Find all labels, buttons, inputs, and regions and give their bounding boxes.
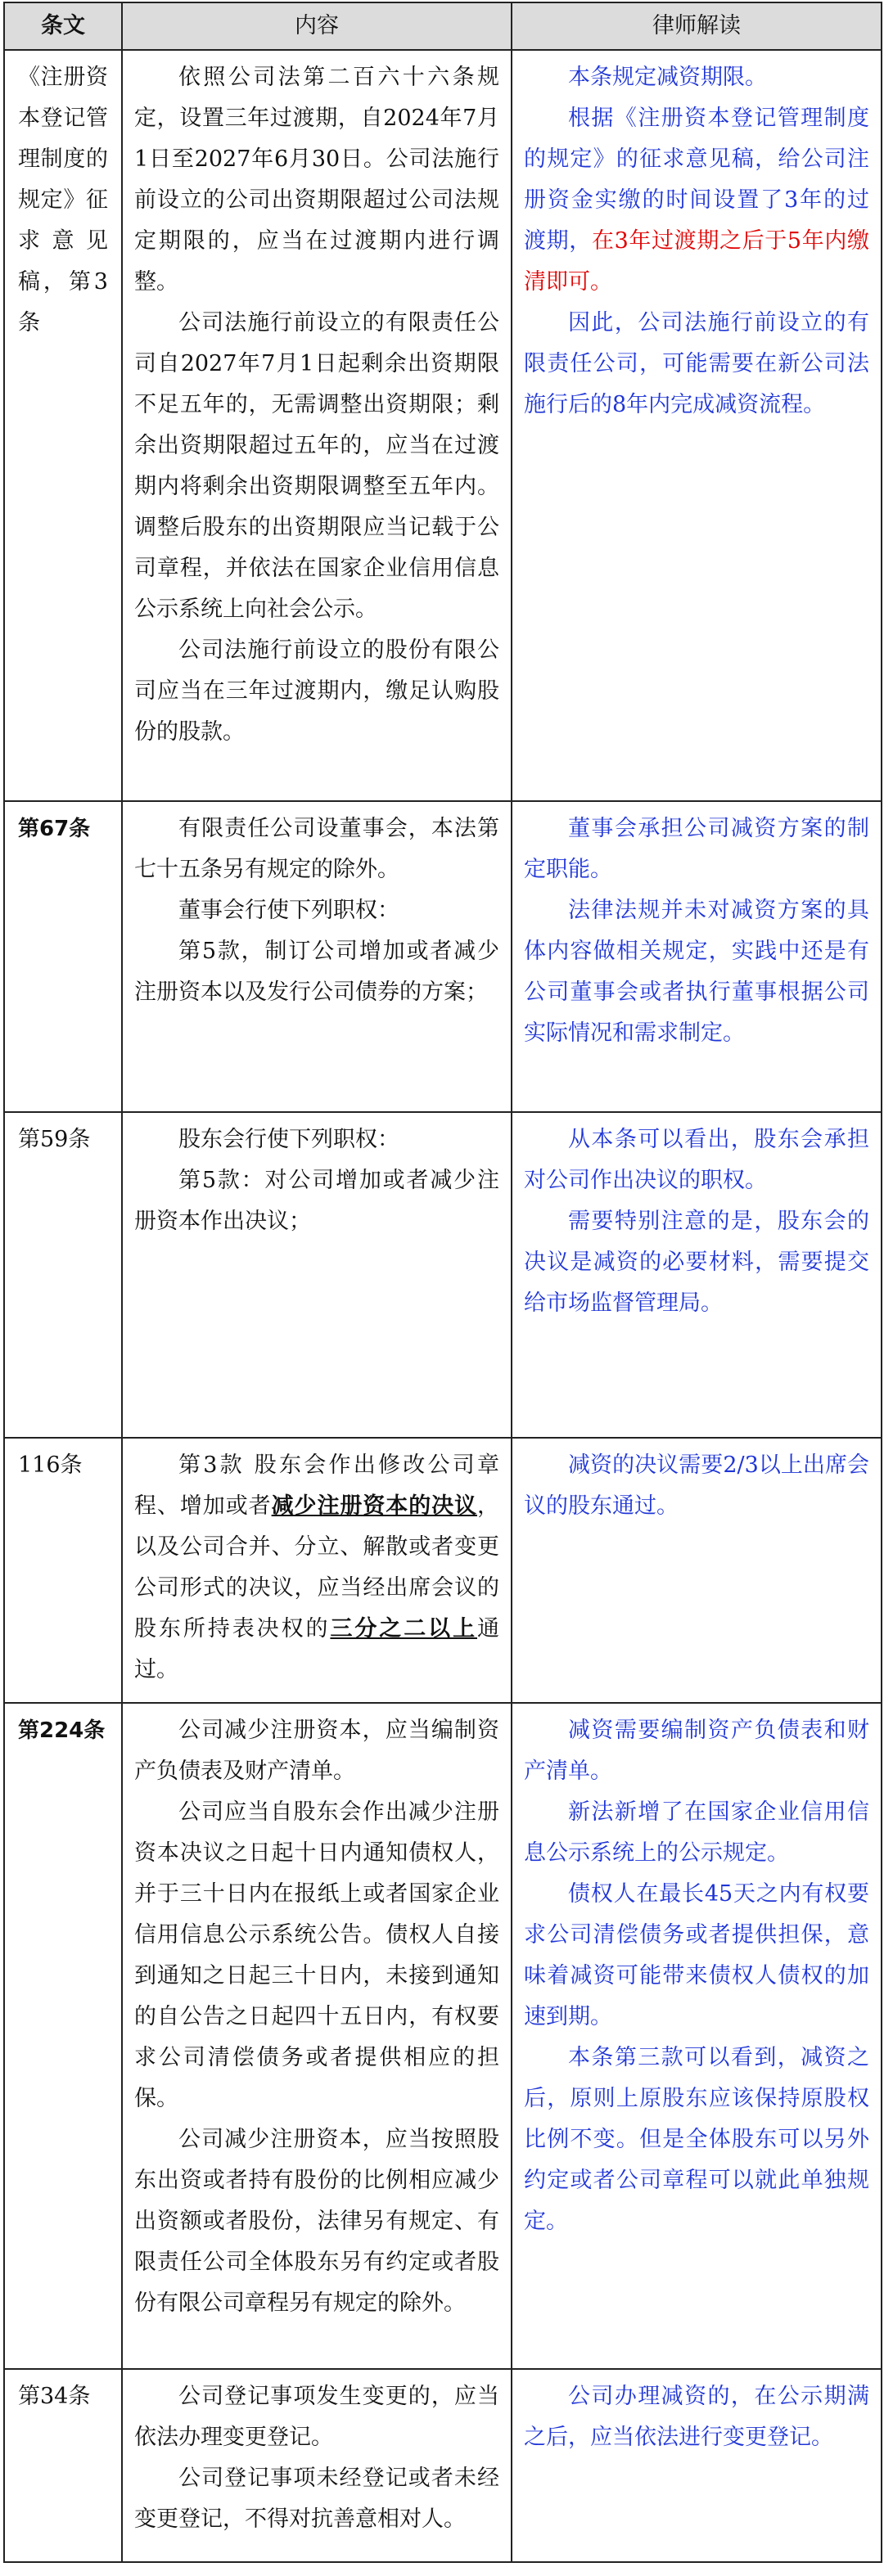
interpretation-cell	[512, 50, 882, 801]
article-cell: 第67条	[4, 801, 122, 1112]
content-paragraph	[134, 1445, 499, 1691]
interpretation-paragraph: 减资的决议需要2/3以上出席会议的股东通过。	[524, 1452, 869, 1519]
interpretation-text: 根据《注册资本登记管理制度的规定》的征求意见稿，给公司注册资金实缴的时间设置了3年的过渡期，	[524, 106, 869, 254]
article-cell: 第34条	[4, 2369, 122, 2562]
content-paragraph: 董事会行使下列职权：	[178, 898, 399, 923]
table-row	[4, 2369, 882, 2562]
header-interpretation: 律师解读	[512, 2, 882, 50]
content-paragraph: 公司减少注册资本，应当编制资产负债表及财产清单。	[134, 1718, 499, 1784]
content-paragraph: 公司法施行前设立的股份有限公司应当在三年过渡期内，缴足认购股份的股款。	[134, 637, 499, 745]
interpretation-paragraph: 新法新增了在国家企业信用信息公示系统上的公示规定。	[524, 1799, 869, 1866]
content-paragraph: 公司法施行前设立的有限责任公司自2027年7月1日起剩余出资期限不足五年的，无需调整出资期限；剩余出资期限超过五年的，应当在过渡期内将剩余出资期限调整至五年内。调整后股东的出资期限应当记载于公司章程，并依法在国家企业信用信息公示系统上向社会公示。	[134, 310, 499, 622]
content-cell	[122, 2369, 512, 2562]
content-cell	[122, 50, 512, 801]
table-row	[4, 50, 882, 801]
table-header-row	[4, 2, 882, 50]
header-content: 内容	[122, 2, 512, 50]
interpretation-cell	[512, 1438, 882, 1703]
table-row	[4, 1438, 882, 1703]
interpretation-paragraph	[524, 98, 869, 303]
article-cell: 《注册资本登记管理制度的规定》征求意见稿，第3条	[4, 50, 122, 801]
content-cell	[122, 1438, 512, 1703]
table-row	[4, 1112, 882, 1438]
content-paragraph: 依照公司法第二百六十六条规定，设置三年过渡期，自2024年7月1日至2027年6月30日。公司法施行前设立的公司出资期限超过公司法规定期限的，应当在过渡期内进行调整。	[134, 65, 499, 295]
content-cell	[122, 801, 512, 1112]
content-paragraph: 公司应当自股东会作出减少注册资本决议之日起十日内通知债权人，并于三十日内在报纸上或者国家企业信用信息公示系统公告。债权人自接到通知之日起三十日内，未接到通知的自公告之日起四十五日内，有权要求公司清偿债务或者提供相应的担保。	[134, 1799, 499, 2111]
content-text: ，以及公司合并、分立、解散或者变更公司形式的决议，应当经出席会议的股东所持表决权的	[134, 1493, 500, 1642]
table-row	[4, 801, 882, 1112]
law-interpretation-table	[3, 2, 882, 2563]
interpretation-cell	[512, 1703, 882, 2369]
content-paragraph: 公司登记事项发生变更的，应当依法办理变更登记。	[134, 2384, 499, 2450]
content-text: 通过。	[134, 1616, 500, 1682]
interpretation-paragraph: 董事会承担公司减资方案的制定职能。	[524, 816, 869, 882]
content-paragraph: 股东会行使下列职权：	[178, 1127, 399, 1152]
interpretation-cell	[512, 1112, 882, 1438]
highlight-red-text: 在3年过渡期之后于5年内缴清即可。	[524, 228, 870, 295]
header-article: 条文	[4, 2, 122, 50]
interpretation-paragraph: 债权人在最长45天之内有权要求公司清偿债务或者提供担保，意味着减资可能带来债权人债权的加速到期。	[524, 1881, 869, 2029]
interpretation-paragraph: 法律法规并未对减资方案的具体内容做相关规定，实践中还是有公司董事会或者执行董事根据公司实际情况和需求制定。	[524, 898, 869, 1046]
content-paragraph: 第5款：对公司增加或者减少注册资本作出决议；	[134, 1168, 499, 1234]
content-cell	[122, 1703, 512, 2369]
interpretation-paragraph: 减资需要编制资产负债表和财产清单。	[524, 1718, 869, 1784]
article-cell: 第59条	[4, 1112, 122, 1438]
interpretation-paragraph: 公司办理减资的，在公示期满之后，应当依法进行变更登记。	[524, 2384, 869, 2450]
interpretation-paragraph: 需要特别注意的是，股东会的决议是减资的必要材料，需要提交给市场监督管理局。	[524, 1209, 869, 1316]
content-cell	[122, 1112, 512, 1438]
emphasis-text: 减少注册资本的决议	[271, 1493, 478, 1519]
interpretation-cell	[512, 2369, 882, 2562]
interpretation-paragraph: 从本条可以看出，股东会承担对公司作出决议的职权。	[524, 1127, 869, 1193]
content-paragraph: 第5款，制订公司增加或者减少注册资本以及发行公司债券的方案；	[134, 939, 499, 1005]
content-paragraph: 公司登记事项未经登记或者未经变更登记，不得对抗善意相对人。	[134, 2466, 499, 2532]
interpretation-paragraph: 因此，公司法施行前设立的有限责任公司，可能需要在新公司法施行后的8年内完成减资流程。	[524, 310, 869, 417]
article-cell: 第224条	[4, 1703, 122, 2369]
content-paragraph: 公司减少注册资本，应当按照股东出资或者持有股份的比例相应减少出资额或者股份，法律另有规定、有限责任公司全体股东另有约定或者股份有限公司章程另有规定的除外。	[134, 2127, 499, 2316]
content-text: 第3款 股东会作出修改公司章程、增加或者	[134, 1452, 499, 1519]
table-row	[4, 1703, 882, 2369]
article-cell: 116条	[4, 1438, 122, 1703]
emphasis-text: 三分之二以上	[330, 1616, 478, 1642]
interpretation-cell	[512, 801, 882, 1112]
content-paragraph: 有限责任公司设董事会，本法第七十五条另有规定的除外。	[134, 816, 499, 882]
interpretation-paragraph: 本条第三款可以看到，减资之后，原则上原股东应该保持原股权比例不变。但是全体股东可以另外约定或者公司章程可以就此单独规定。	[524, 2045, 869, 2234]
interpretation-paragraph: 本条规定减资期限。	[568, 65, 767, 90]
